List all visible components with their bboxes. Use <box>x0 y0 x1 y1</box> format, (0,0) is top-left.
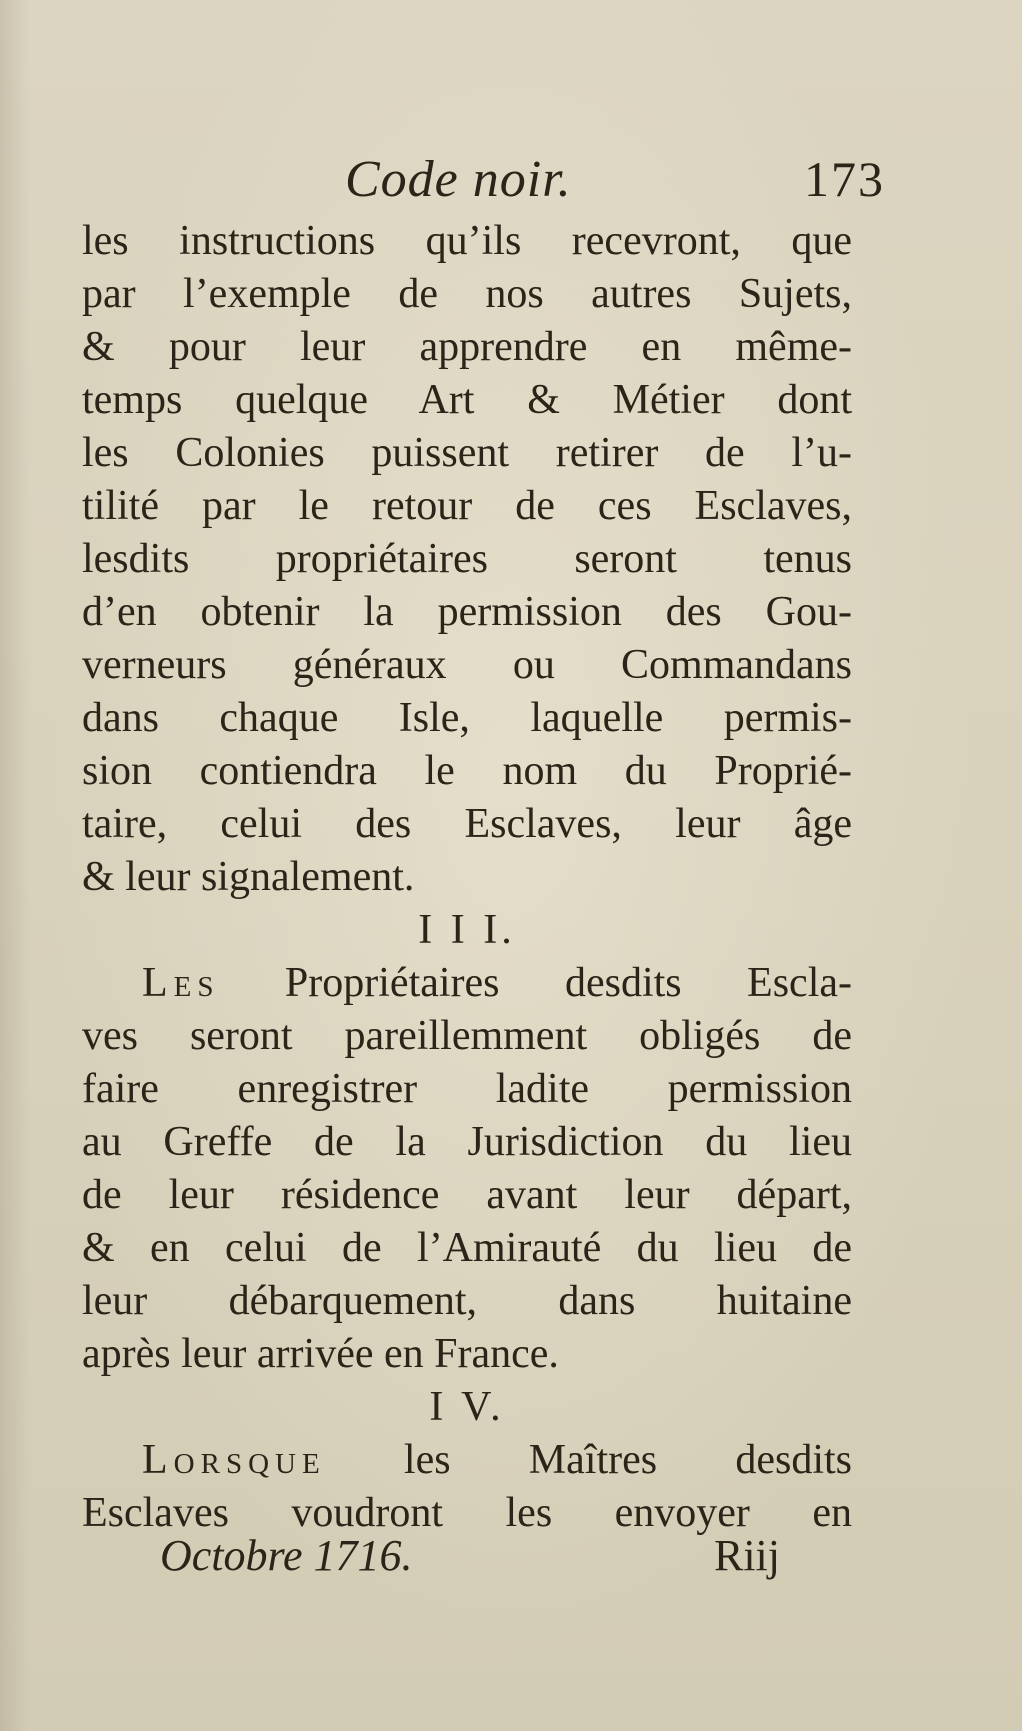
section-number-iv: I V. <box>429 1384 505 1430</box>
section-iv-first-line <box>82 1434 852 1487</box>
section-iv-first-line-text: les Maîtres desdits <box>325 1437 852 1483</box>
body-line: taire, celui des Esclaves, leur âge <box>82 801 852 847</box>
body-line: & leur signalement. <box>82 854 415 900</box>
body-line: d’en obtenir la permission des Gou- <box>82 589 852 635</box>
section-iii-line: leur débarquement, dans huitaine <box>82 1278 852 1324</box>
section-iii-line: de leur résidence avant leur départ, <box>82 1172 852 1218</box>
footer-date: Octobre 1716. <box>160 1531 413 1580</box>
section-iii-line: au Greffe de la Jurisdiction du lieu <box>82 1119 852 1165</box>
section-iii-line: & en celui de l’Amirauté du lieu de <box>82 1225 852 1271</box>
text-block <box>82 215 852 1540</box>
body-line: temps quelque Art & Métier dont <box>82 377 852 423</box>
body-line: dans chaque Isle, laquelle permis- <box>82 695 852 741</box>
body-line: & pour leur apprendre en même- <box>82 324 852 370</box>
section-iv-line: Esclaves voudront les envoyer en <box>82 1490 852 1536</box>
section-iii-line: faire enregistrer ladite permission <box>82 1066 852 1112</box>
running-title: Code noir. <box>345 151 572 208</box>
section-iii-first-line <box>82 957 852 1010</box>
body-line: les instructions qu’ils recevront, que <box>82 218 852 264</box>
page-footer <box>160 1530 800 1590</box>
section-iii-line: ves seront pareillemment obligés de <box>82 1013 852 1059</box>
section-iii-lead-word: Les <box>142 960 220 1006</box>
section-iv-lead-word: Lorsque <box>142 1437 326 1483</box>
section-iii-first-line-text: Propriétaires desdits Escla- <box>219 960 852 1006</box>
body-line: verneurs généraux ou Commandans <box>82 642 852 688</box>
signature-mark: Riij <box>713 1531 780 1580</box>
body-line: sion contiendra le nom du Proprié- <box>82 748 852 794</box>
body-line: lesdits propriétaires seront tenus <box>82 536 852 582</box>
page-number: 173 <box>804 151 885 207</box>
section-number-iii: I I I. <box>418 907 516 953</box>
page-gutter-shadow <box>0 0 30 1731</box>
body-line: par l’exemple de nos autres Sujets, <box>82 271 852 317</box>
section-iii-line: après leur arrivée en France. <box>82 1331 559 1377</box>
body-line: tilité par le retour de ces Esclaves, <box>82 483 852 529</box>
body-line: les Colonies puissent retirer de l’u- <box>82 430 852 476</box>
page-header <box>80 150 885 220</box>
